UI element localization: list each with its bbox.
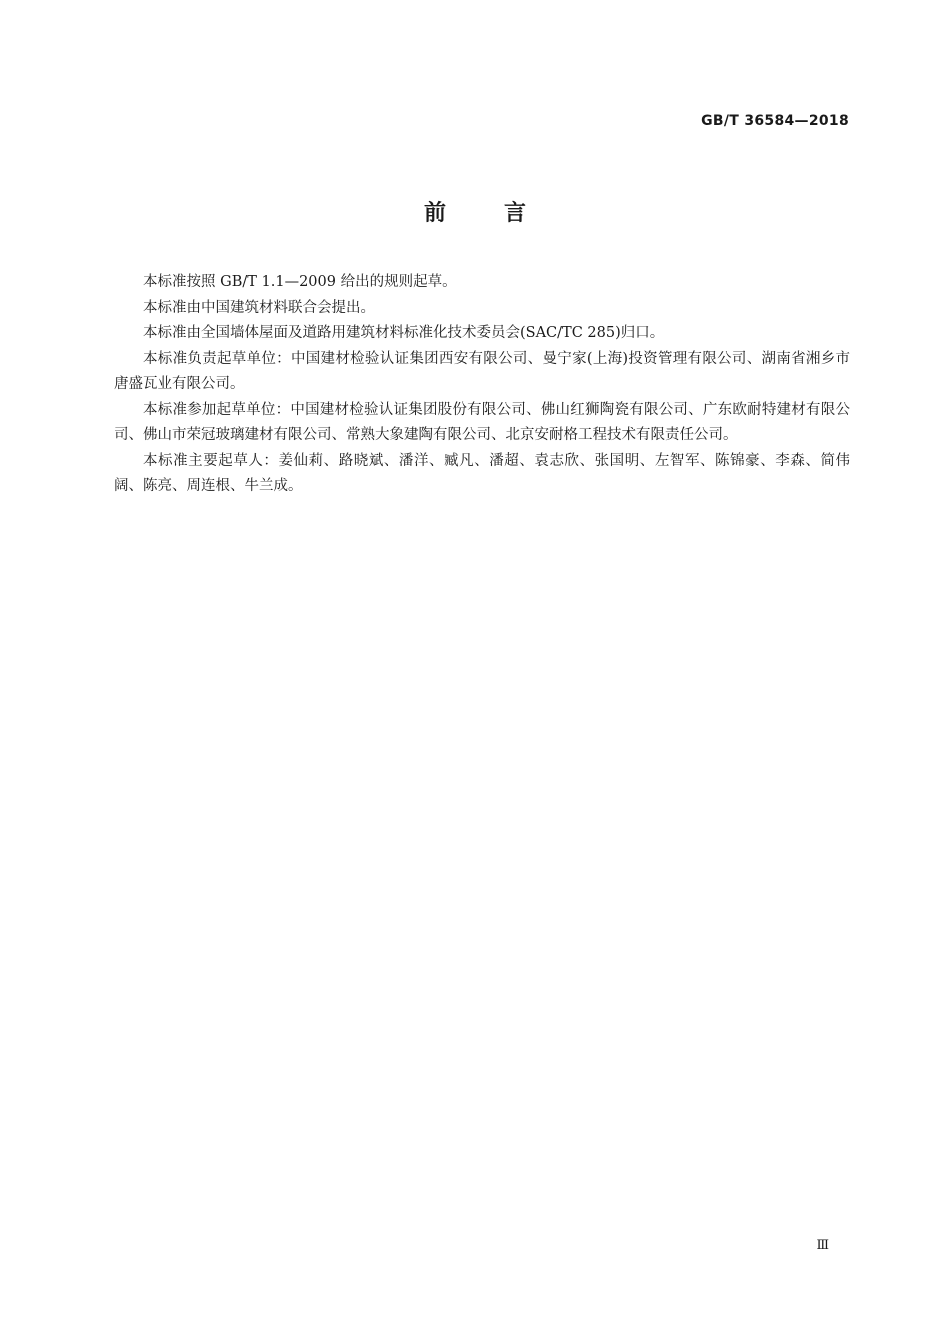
paragraph-drafting-rules: 本标准按照 GB/T 1.1—2009 给出的规则起草。 [143, 274, 457, 290]
paragraph-committee: 本标准由全国墙体屋面及道路用建筑材料标准化技术委员会(SAC/TC 285)归口。 [143, 325, 665, 341]
paragraph-participating-drafters: 本标准参加起草单位：中国建材检验认证集团股份有限公司、佛山红狮陶瓷有限公司、广东欧耐特建材有限公司、佛山市荣冠玻璃建材有限公司、常熟大象建陶有限公司、北京安耐格工程技术有限责任公司。 [114, 401, 850, 443]
paragraph-main-drafters: 本标准主要起草人：姜仙莉、路晓斌、潘洋、臧凡、潘超、袁志欣、张国明、左智军、陈锦豪、李森、简伟阔、陈亮、周连根、牛兰成。 [114, 452, 850, 494]
page-title: 前言 [423, 201, 584, 226]
preface-body [114, 270, 850, 500]
paragraph-proposer: 本标准由中国建筑材料联合会提出。 [143, 299, 375, 316]
standard-code: GB/T 36584—2018 [701, 113, 849, 129]
paragraph-responsible-drafters: 本标准负责起草单位：中国建材检验认证集团西安有限公司、曼宁家(上海)投资管理有限公司、湖南省湘乡市唐盛瓦业有限公司。 [114, 350, 850, 392]
page-number: Ⅲ [816, 1238, 829, 1253]
